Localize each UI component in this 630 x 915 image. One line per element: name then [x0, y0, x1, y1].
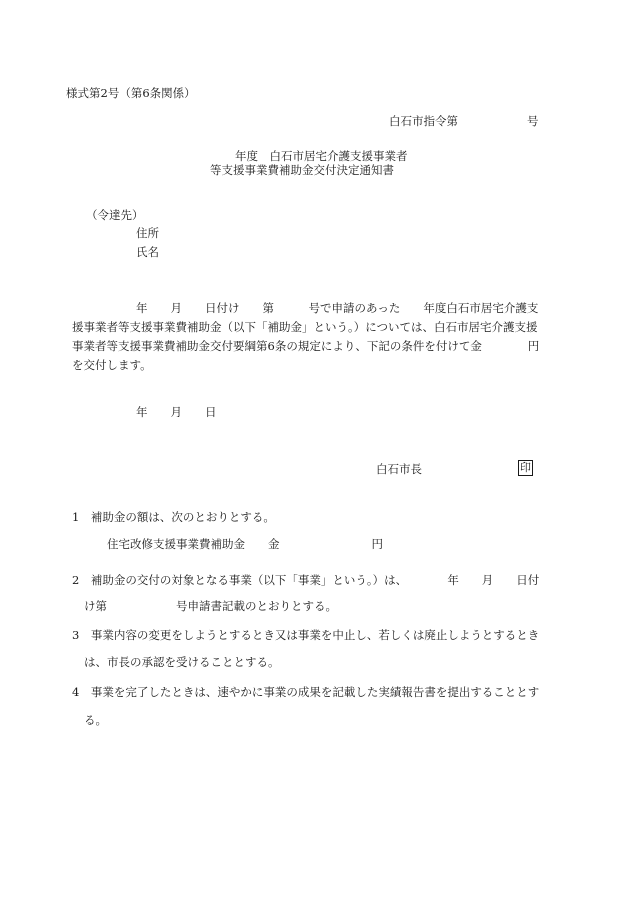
- body-line-1: 年 月 日付け 第 号で申請のあった 年度白石市居宅介護支: [136, 301, 539, 315]
- issue-date: 年 月 日: [136, 405, 217, 419]
- condition-1-detail: 住宅改修支援事業費補助金 金 円: [107, 537, 383, 551]
- condition-3-line-1: 3 事業内容の変更をしようとするとき又は事業を中止し、若しくは廃止しようとするとき: [72, 628, 540, 642]
- condition-1: 1 補助金の額は、次のとおりとする。: [72, 510, 275, 524]
- body-line-2: 援事業者等支援事業費補助金（以下「補助金」という。）については、白石市居宅介護支援: [72, 320, 538, 334]
- condition-3-line-2: は、市長の承認を受けることとする。: [84, 655, 280, 669]
- address-label: 住所: [136, 226, 159, 240]
- condition-2-line-1: 2 補助金の交付の対象となる事業（以下「事業」という。）は、 年 月 日付: [72, 573, 540, 587]
- form-label: 様式第2号（第6条関係）: [66, 86, 196, 100]
- condition-2-line-2: け第 号申請書記載のとおりとする。: [84, 599, 337, 613]
- seal-mark: [518, 460, 533, 476]
- name-label: 氏名: [136, 245, 159, 259]
- document-number: 白石市指令第 号: [389, 114, 539, 128]
- seal-label: 印: [520, 461, 531, 474]
- body-line-3: 事業者等支援事業費補助金交付要綱第6条の規定により、下記の条件を付けて金 円: [72, 339, 540, 353]
- body-line-4: を交付します。: [72, 358, 152, 372]
- recipient-label: （令達先）: [86, 208, 144, 222]
- title-line-1: 年度 白石市居宅介護支援事業者: [235, 149, 408, 163]
- issuer-name: 白石市長: [376, 462, 422, 476]
- condition-4-line-2: る。: [84, 713, 107, 727]
- title-line-2: 等支援事業費補助金交付決定通知書: [210, 163, 394, 177]
- condition-4-line-1: 4 事業を完了したときは、速やかに事業の成果を記載した実績報告書を提出することとす: [72, 685, 540, 699]
